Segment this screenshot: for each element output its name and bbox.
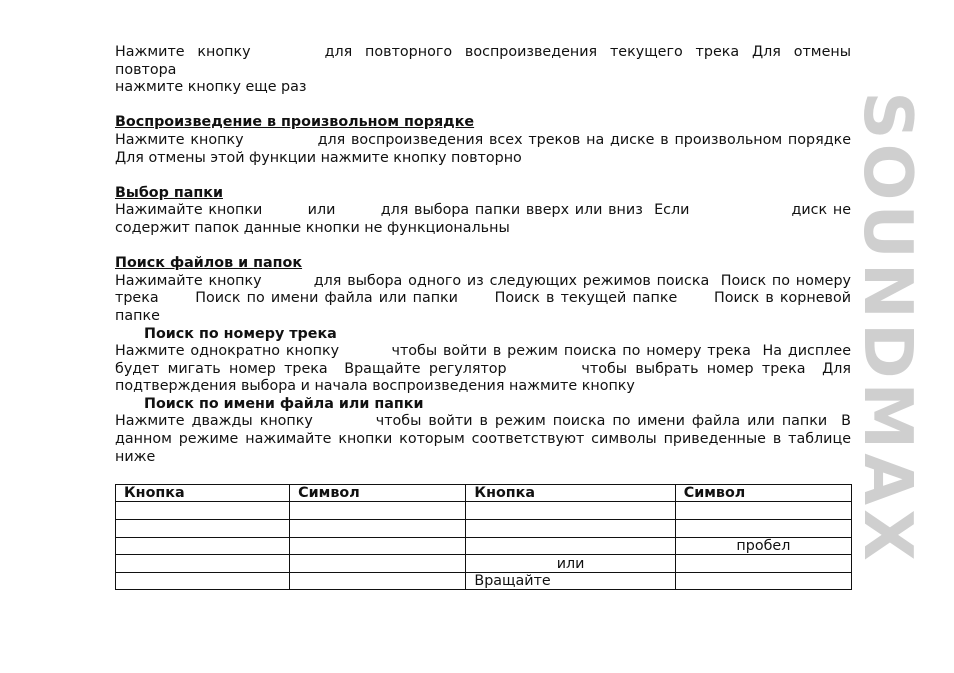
table-cell-or: или xyxy=(466,555,675,573)
track-search-line-3: подтверждения выбора и начала воспроизведения нажмите кнопку xyxy=(115,378,635,395)
track-search-heading: Поиск по номеру трека xyxy=(144,325,337,342)
table-cell xyxy=(116,537,290,555)
track-search-line-2: будет мигать номер трека Вращайте регулятор чтобы выбрать номер трека Для xyxy=(115,360,851,377)
table-cell xyxy=(466,537,675,555)
table-cell-rotate: Вращайте xyxy=(466,572,675,590)
table-cell xyxy=(675,555,851,573)
search-line-2: трека Поиск по имени файла или папки Поиск в текущей папке Поиск в корневой xyxy=(115,290,851,307)
search-line-3: папке xyxy=(115,307,160,324)
table-row xyxy=(116,537,852,555)
random-line-1-end: для воспроизведения всех треков на диске в произвольном порядке xyxy=(317,131,852,148)
brand-logo xyxy=(849,52,927,604)
table-cell xyxy=(466,520,675,538)
table-cell xyxy=(466,502,675,520)
table-cell xyxy=(290,572,466,590)
random-line-1 xyxy=(115,132,851,150)
repeat-line-1 xyxy=(115,44,851,79)
table-header: Кнопка xyxy=(116,484,290,502)
folder-line-2: содержит папок данные кнопки не функциональны xyxy=(115,219,510,236)
search-line-1: Нажимайте кнопку для выбора одного из следующих режимов поиска Поиск по номеру xyxy=(115,272,851,289)
table-cell xyxy=(675,572,851,590)
repeat-line-1-end: для повторного воспроизведения текущего трека Для отмены повтора xyxy=(115,44,852,78)
brand-logo-text: SOUNDMAX xyxy=(849,91,927,565)
name-search-line-3: ниже xyxy=(115,448,156,465)
repeat-line-1-start: Нажмите кнопку xyxy=(115,44,251,60)
table-row xyxy=(116,555,852,573)
table-cell xyxy=(675,520,851,538)
table-cell xyxy=(290,537,466,555)
table-row xyxy=(116,520,852,538)
search-heading: Поиск файлов и папок xyxy=(115,255,303,272)
track-search-line-1: Нажмите однократно кнопку чтобы войти в режим поиска по номеру трека На дисплее xyxy=(115,343,851,360)
table-header: Символ xyxy=(290,484,466,502)
name-search-heading: Поиск по имени файла или папки xyxy=(144,395,424,412)
symbol-table xyxy=(115,484,852,591)
table-row xyxy=(116,502,852,520)
manual-page xyxy=(115,44,851,590)
name-search-line-1: Нажмите дважды кнопку чтобы войти в режим поиска по имени файла или папки В xyxy=(115,413,851,430)
folder-heading: Выбор папки xyxy=(115,184,223,201)
table-header-row xyxy=(116,484,852,502)
table-row xyxy=(116,572,852,590)
table-cell xyxy=(116,555,290,573)
random-heading: Воспроизведение в произвольном порядке xyxy=(115,114,475,131)
table-cell xyxy=(675,502,851,520)
table-cell xyxy=(116,520,290,538)
table-header: Кнопка xyxy=(466,484,675,502)
table-cell xyxy=(116,502,290,520)
table-header: Символ xyxy=(675,484,851,502)
repeat-line-2: нажмите кнопку еще раз xyxy=(115,79,307,96)
table-cell-space: пробел xyxy=(675,537,851,555)
name-search-line-2: данном режиме нажимайте кнопки которым соответствуют символы приведенные в таблице xyxy=(115,431,851,448)
folder-line-1: Нажимайте кнопки или для выбора папки вверх или вниз Если диск не xyxy=(115,202,851,219)
table-cell xyxy=(290,555,466,573)
random-line-2: Для отмены этой функции нажмите кнопку повторно xyxy=(115,149,522,166)
random-line-1-start: Нажмите кнопку xyxy=(115,131,244,148)
table-cell xyxy=(116,572,290,590)
table-cell xyxy=(290,502,466,520)
table-cell xyxy=(290,520,466,538)
